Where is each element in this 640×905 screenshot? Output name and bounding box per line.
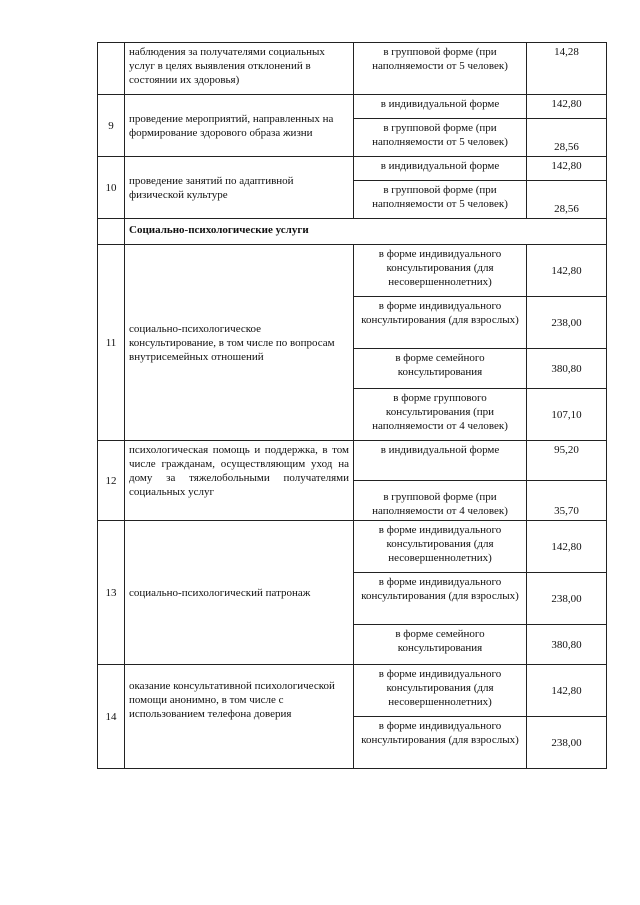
- service-name-cell: социально-психологическое консультирование, в том числе по вопросам внутрисемейных отношений: [125, 245, 354, 441]
- service-form-cell: в форме индивидуального консультирования (для несовершеннолетних): [354, 521, 527, 573]
- service-name-cell: оказание консультативной психологической помощи анонимно, в том числе с использованием телефона доверия: [125, 665, 354, 769]
- row-number-cell: 11: [98, 245, 125, 441]
- service-form-cell: в индивидуальной форме: [354, 157, 527, 181]
- row-number-cell: [98, 219, 125, 245]
- service-name-cell: социально-психологический патронаж: [125, 521, 354, 665]
- price-cell: 142,80: [527, 157, 607, 181]
- service-form-cell: в форме индивидуального консультирования (для взрослых): [354, 573, 527, 625]
- table-row: [98, 43, 607, 95]
- service-form-cell: в индивидуальной форме: [354, 441, 527, 481]
- row-number-cell: 12: [98, 441, 125, 521]
- row-number-cell: 13: [98, 521, 125, 665]
- price-cell: 142,80: [527, 95, 607, 119]
- price-cell: 238,00: [527, 297, 607, 349]
- price-cell: 238,00: [527, 717, 607, 769]
- price-cell: 380,80: [527, 625, 607, 665]
- service-form-cell: в форме индивидуального консультирования (для взрослых): [354, 297, 527, 349]
- service-form-cell: в групповой форме (при наполняемости от 4 человек): [354, 481, 527, 521]
- tariff-table: [97, 42, 607, 769]
- service-form-cell: в форме семейного консультирования: [354, 349, 527, 389]
- table-row: [98, 665, 607, 717]
- service-form-cell: в групповой форме (при наполняемости от 5 человек): [354, 119, 527, 157]
- price-cell: 14,28: [527, 43, 607, 95]
- service-form-cell: в форме индивидуального консультирования (для несовершеннолетних): [354, 245, 527, 297]
- section-title: Социально-психологические услуги: [125, 219, 607, 245]
- service-form-cell: в форме индивидуального консультирования (для несовершеннолетних): [354, 665, 527, 717]
- service-form-cell: в групповой форме (при наполняемости от 5 человек): [354, 181, 527, 219]
- price-cell: 142,80: [527, 521, 607, 573]
- table-row: [98, 95, 607, 119]
- service-form-cell: в форме индивидуального консультирования (для взрослых): [354, 717, 527, 769]
- service-form-cell: в индивидуальной форме: [354, 95, 527, 119]
- row-number-cell: 9: [98, 95, 125, 157]
- price-cell: 28,56: [527, 181, 607, 219]
- service-name-cell: психологическая помощь и поддержка, в том числе гражданам, осуществляющим уход на дому за тяжелобольными получателями социальных услуг: [125, 441, 354, 521]
- service-form-cell: в форме семейного консультирования: [354, 625, 527, 665]
- table-row: [98, 441, 607, 481]
- price-cell: 380,80: [527, 349, 607, 389]
- row-number-cell: [98, 43, 125, 95]
- section-row: [98, 219, 607, 245]
- table-row: [98, 521, 607, 573]
- service-form-cell: в групповой форме (при наполняемости от 5 человек): [354, 43, 527, 95]
- service-name-cell: проведение занятий по адаптивной физической культуре: [125, 157, 354, 219]
- price-cell: 142,80: [527, 245, 607, 297]
- price-cell: 142,80: [527, 665, 607, 717]
- price-cell: 238,00: [527, 573, 607, 625]
- service-name-cell: наблюдения за получателями социальных услуг в целях выявления отклонений в состоянии их здоровья): [125, 43, 354, 95]
- service-form-cell: в форме группового консультирования (при наполняемости от 4 человек): [354, 389, 527, 441]
- price-cell: 28,56: [527, 119, 607, 157]
- row-number-cell: 14: [98, 665, 125, 769]
- price-cell: 95,20: [527, 441, 607, 481]
- price-cell: 35,70: [527, 481, 607, 521]
- service-name-cell: проведение мероприятий, направленных на формирование здорового образа жизни: [125, 95, 354, 157]
- row-number-cell: 10: [98, 157, 125, 219]
- table-row: [98, 245, 607, 297]
- document-page: [97, 42, 606, 769]
- table-row: [98, 157, 607, 181]
- price-cell: 107,10: [527, 389, 607, 441]
